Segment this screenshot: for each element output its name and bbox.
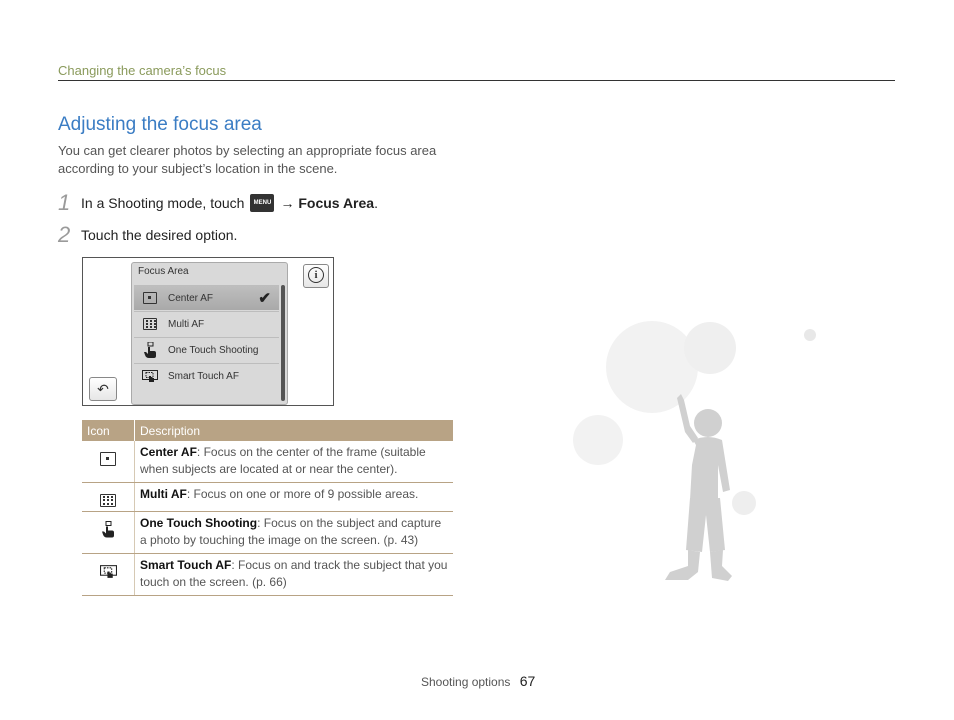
table-row xyxy=(82,483,453,512)
page-title: Adjusting the focus area xyxy=(58,114,262,135)
term: One Touch Shooting xyxy=(140,516,258,530)
section-header: Changing the camera’s focus xyxy=(58,63,227,78)
child-pointing-illustration xyxy=(560,300,860,600)
step-period: . xyxy=(374,195,378,211)
bubble xyxy=(804,329,816,341)
description: : Focus on the subject and capture a photo by touching the image on the screen. (p. 43) xyxy=(140,516,442,547)
step-1 xyxy=(58,190,378,216)
menu-item-multi-af[interactable] xyxy=(134,311,279,336)
table-header-row xyxy=(82,420,453,441)
bubble xyxy=(684,322,736,374)
description: : Focus on and track the subject that you touch on the screen. (p. 66) xyxy=(140,558,448,589)
step-number: 2 xyxy=(58,222,71,247)
smart-touch-af-icon xyxy=(100,565,117,578)
menu-item-smart-touch-af[interactable] xyxy=(134,363,279,388)
footer-label: Shooting options xyxy=(421,675,511,689)
menu-item-label: Multi AF xyxy=(168,318,205,330)
description-column-header: Description xyxy=(135,420,454,441)
child-silhouette xyxy=(665,394,732,581)
smart-touch-af-icon xyxy=(142,370,158,382)
multi-af-icon xyxy=(100,494,116,507)
menu-item-label: Smart Touch AF xyxy=(168,370,239,382)
focus-area-label: Focus Area xyxy=(298,195,375,211)
table-row xyxy=(82,554,453,596)
multi-af-icon xyxy=(142,318,158,330)
checkmark-icon: ✔ xyxy=(258,290,271,307)
step-text: Touch the desired option. xyxy=(81,227,238,243)
intro-text: You can get clearer photos by selecting an appropriate focus area according to your subject’s location in the scene. xyxy=(58,143,437,176)
step-number: 1 xyxy=(58,190,71,215)
term: Smart Touch AF xyxy=(140,558,232,572)
arrow-glyph: → xyxy=(280,195,295,211)
scrollbar[interactable] xyxy=(281,285,285,401)
table-row xyxy=(82,512,453,554)
icon-column-header: Icon xyxy=(82,420,135,441)
bubble xyxy=(732,491,756,515)
focus-area-menu xyxy=(131,262,288,405)
page-footer xyxy=(421,673,535,689)
camera-screen xyxy=(82,257,334,406)
bubble xyxy=(573,415,623,465)
menu-item-center-af[interactable] xyxy=(134,285,279,310)
term: Multi AF xyxy=(140,487,187,501)
info-button[interactable] xyxy=(303,264,329,288)
menu-item-label: One Touch Shooting xyxy=(168,344,259,356)
menu-icon: MENU xyxy=(250,194,274,212)
term: Center AF xyxy=(140,445,197,459)
one-touch-shooting-icon xyxy=(101,521,115,538)
menu-item-one-touch-shooting[interactable] xyxy=(134,337,279,362)
center-af-icon xyxy=(100,452,116,466)
center-af-icon xyxy=(142,292,158,304)
info-icon: i xyxy=(308,267,324,283)
description: : Focus on the center of the frame (suitable when subjects are located at or near the center). xyxy=(140,445,426,476)
one-touch-shooting-icon xyxy=(142,344,158,356)
table-row xyxy=(82,441,453,483)
menu-item-label: Center AF xyxy=(168,292,214,304)
header-divider xyxy=(58,80,895,81)
step-text: In a Shooting mode, touch xyxy=(81,195,245,211)
menu-title: Focus Area xyxy=(138,266,189,277)
back-button[interactable]: ↶ xyxy=(89,377,117,401)
step-2 xyxy=(58,222,237,248)
page-number: 67 xyxy=(519,673,536,689)
focus-area-table xyxy=(82,420,453,596)
description: : Focus on one or more of 9 possible areas. xyxy=(186,487,419,501)
bubble xyxy=(606,321,698,413)
